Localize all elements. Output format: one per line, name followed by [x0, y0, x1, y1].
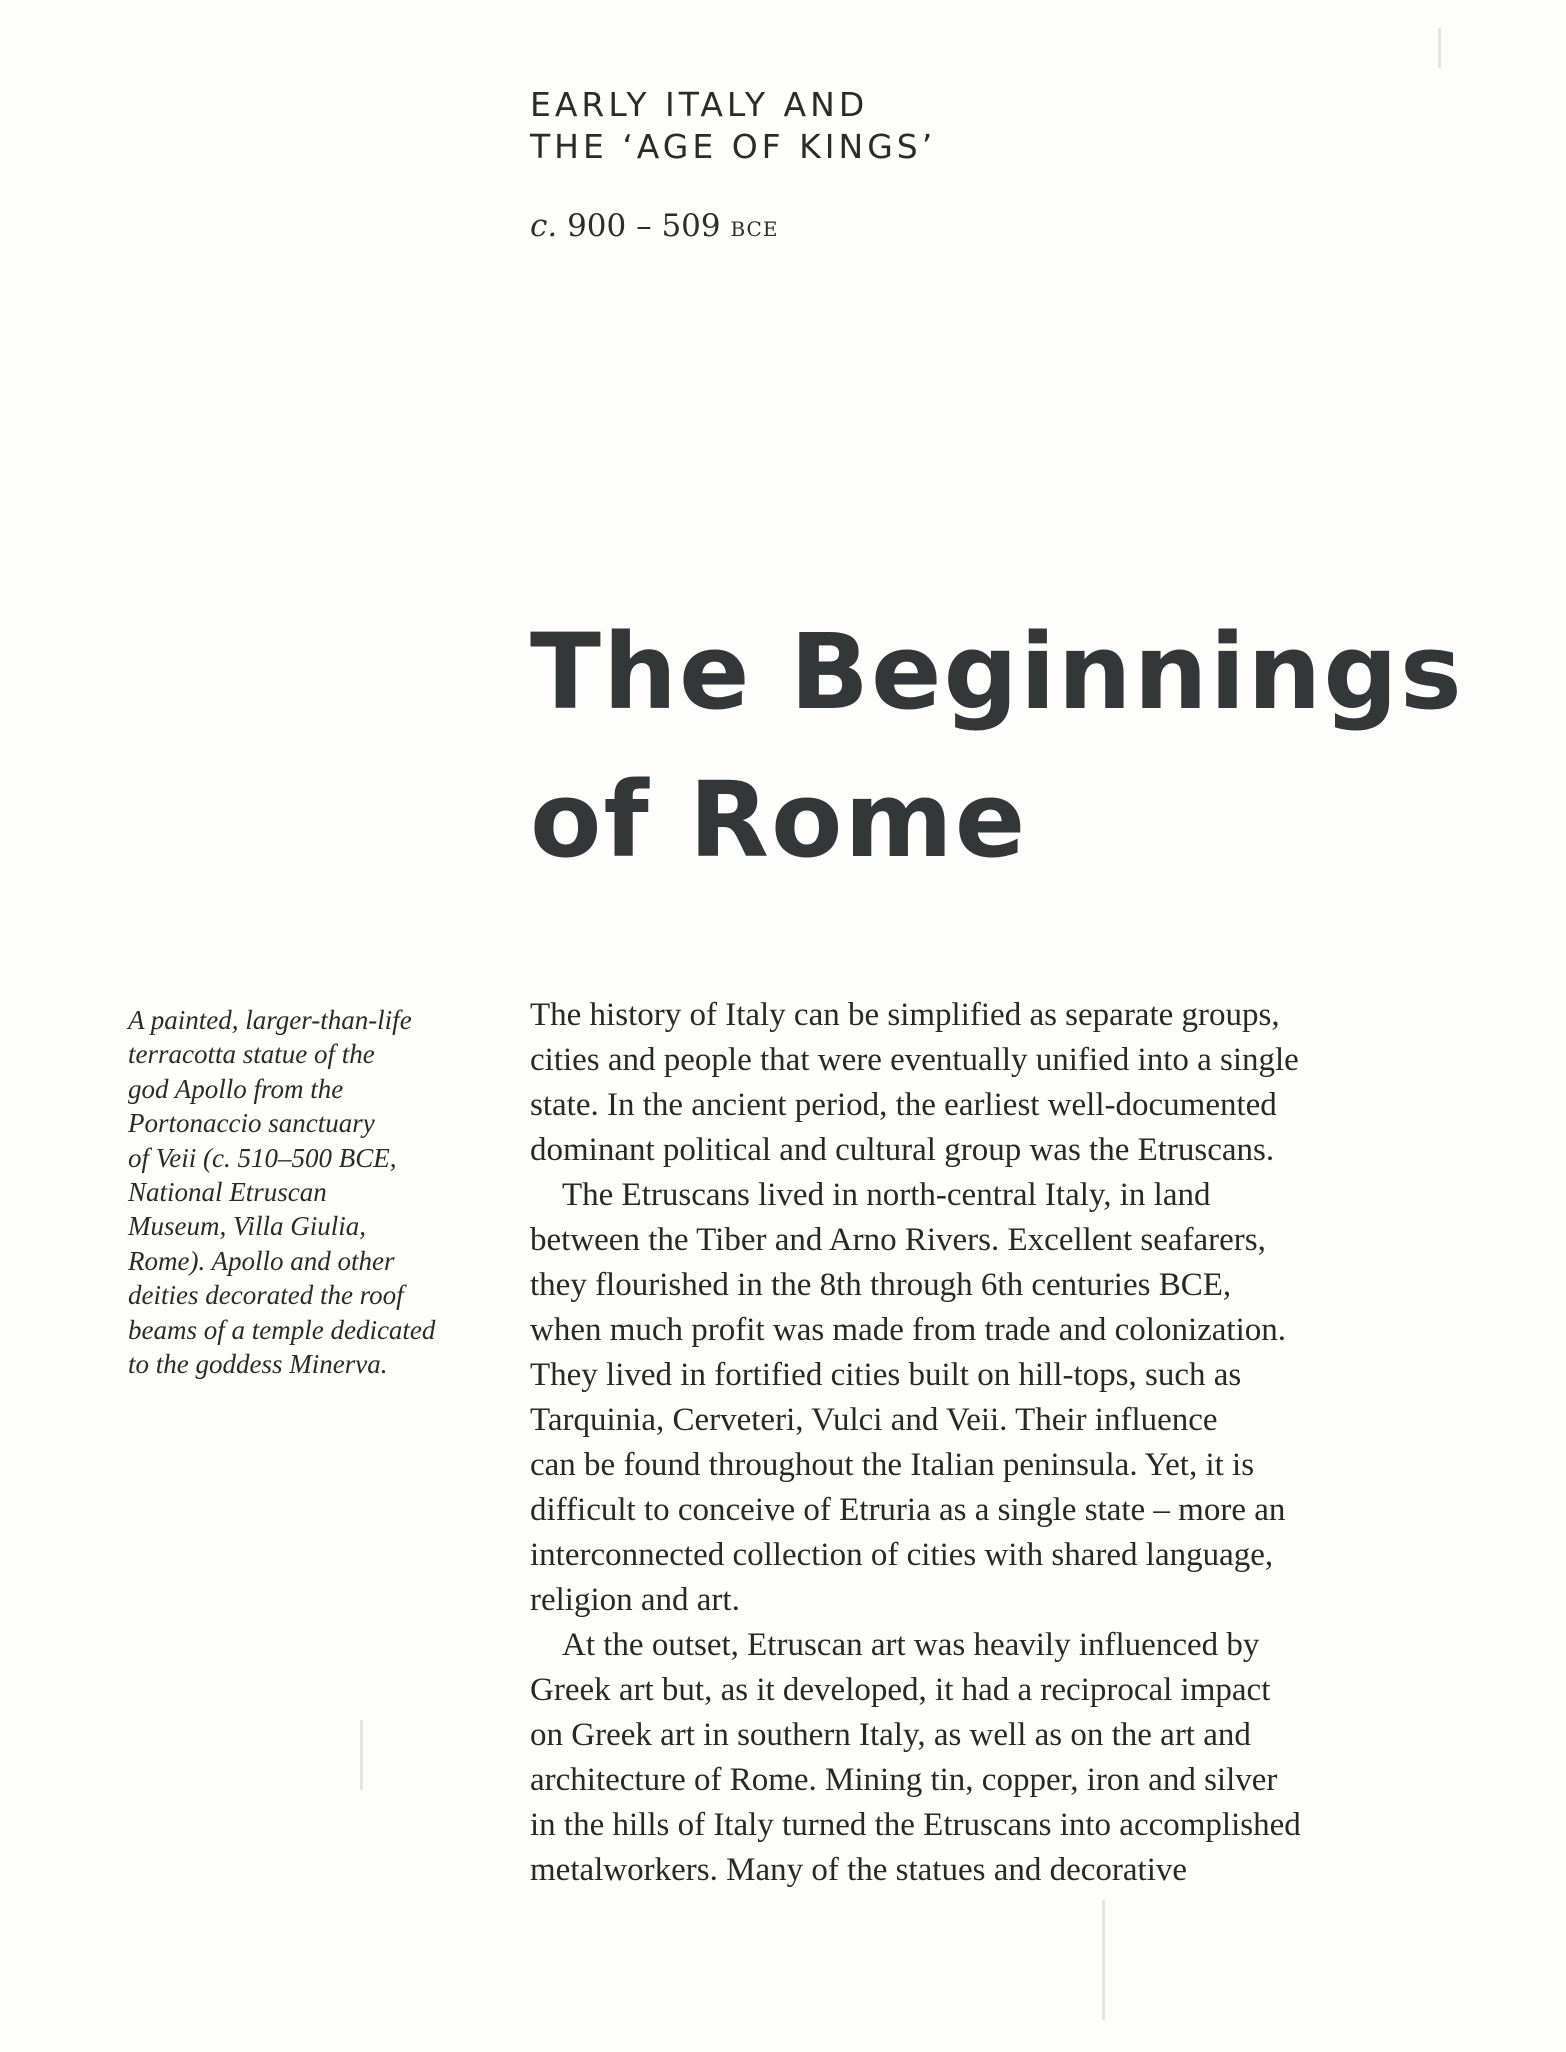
caption-line: deities decorated the roof — [128, 1280, 404, 1311]
scan-artifact — [360, 1720, 363, 1790]
paragraph-3-line: on Greek art in southern Italy, as well as on the art and — [530, 1717, 1251, 1753]
paragraph-2-line: they flourished in the 8th through 6th centuries BCE, — [530, 1267, 1232, 1303]
caption-line: beams of a temple dedicated — [128, 1314, 436, 1345]
caption-line: Museum, Villa Giulia, — [128, 1211, 366, 1242]
caption-line: god Apollo from the — [128, 1073, 344, 1104]
caption-line: Portonaccio sanctuary — [128, 1108, 375, 1139]
paragraph-1-line: dominant political and cultural group was the Etruscans. — [530, 1132, 1275, 1168]
paragraph-2-line: when much profit was made from trade and colonization. — [530, 1312, 1287, 1348]
caption-line: National Etruscan — [128, 1177, 327, 1208]
paragraph-1-line: The history of Italy can be simplified as separate groups, — [530, 997, 1280, 1033]
paragraph-2-line: can be found throughout the Italian peninsula. Yet, it is — [530, 1447, 1255, 1483]
date-era: bce — [730, 210, 779, 243]
paragraph-2-line: interconnected collection of cities with shared language, — [530, 1537, 1274, 1573]
date-prefix: c. — [530, 208, 558, 244]
page-title — [530, 598, 1464, 894]
paragraph-1-line: state. In the ancient period, the earliest well-documented — [530, 1087, 1277, 1123]
title-line: of Rome — [530, 759, 1028, 881]
scan-artifact — [1438, 28, 1441, 68]
paragraph-2-line: Tarquinia, Cerveteri, Vulci and Veii. Their influence — [530, 1402, 1218, 1438]
title-line: The Beginnings — [530, 611, 1464, 733]
paragraph-3-line: architecture of Rome. Mining tin, copper, iron and silver — [530, 1762, 1278, 1798]
paragraph-2-line: between the Tiber and Arno Rivers. Excellent seafarers, — [530, 1222, 1266, 1258]
date-range — [530, 206, 778, 247]
caption-line: Rome). Apollo and other — [128, 1245, 395, 1276]
paragraph-3-line: Greek art but, as it developed, it had a reciprocal impact — [530, 1672, 1271, 1708]
kicker-line: THE ‘AGE OF KINGS’ — [530, 127, 937, 166]
caption-line: of Veii (c. 510–500 BCE, — [128, 1142, 397, 1173]
paragraph-3-line: At the outset, Etruscan art was heavily influenced by — [562, 1627, 1260, 1663]
caption-line: A painted, larger-than-life — [128, 1005, 412, 1035]
paragraph-3-line: in the hills of Italy turned the Etruscans into accomplished — [530, 1807, 1301, 1843]
kicker-line: EARLY ITALY AND — [530, 85, 869, 124]
paragraph-2-line: The Etruscans lived in north-central Italy, in land — [562, 1177, 1211, 1213]
caption-line: terracotta statue of the — [128, 1039, 375, 1070]
date-years: 900 – 509 — [567, 208, 721, 244]
paragraph-2-line: They lived in fortified cities built on hill-tops, such as — [530, 1357, 1242, 1393]
paragraph-2-line: difficult to conceive of Etruria as a single state – more an — [530, 1492, 1286, 1528]
body-text — [530, 993, 1430, 1893]
paragraph-1-line: cities and people that were eventually unified into a single — [530, 1042, 1299, 1078]
caption-line: to the goddess Minerva. — [128, 1349, 388, 1380]
chapter-kicker — [530, 84, 1150, 168]
image-caption — [128, 1003, 498, 1381]
paragraph-2-line: religion and art. — [530, 1582, 740, 1618]
scan-artifact — [1102, 1900, 1105, 2020]
paragraph-3-line: metalworkers. Many of the statues and decorative — [530, 1852, 1188, 1888]
